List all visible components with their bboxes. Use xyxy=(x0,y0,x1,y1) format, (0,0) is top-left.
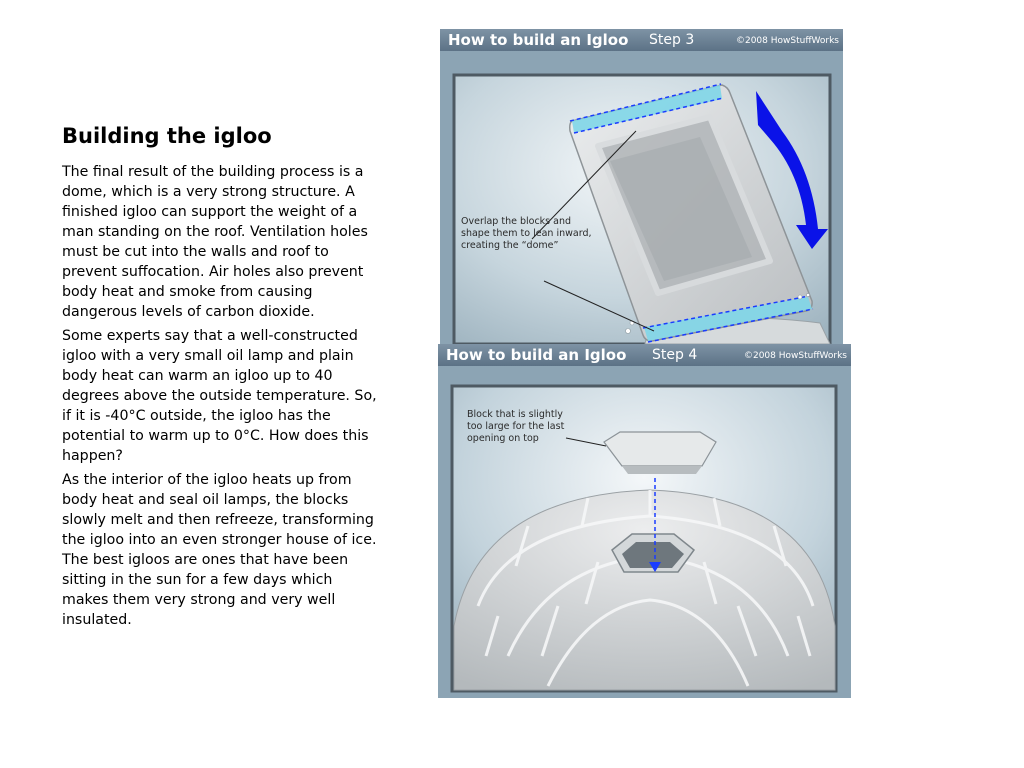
paragraph-2: Some experts say that a well-constructed igloo with a very small oil lamp and plain body heat can warm an igloo up to 40 degrees above the outside temperature. So, if it is -40°C outside, the igloo has the potential to warm up to 0°C. How does this happen? xyxy=(62,328,377,464)
step3-copyright: ©2008 HowStuffWorks xyxy=(735,36,839,46)
step4-title-bar xyxy=(438,344,851,366)
step3-caption-line-1: Overlap the blocks and xyxy=(461,216,572,227)
step4-illustration xyxy=(438,344,851,698)
step4-caption xyxy=(467,409,564,445)
step3-title: How to build an Igloo xyxy=(448,31,629,49)
step3-caption xyxy=(461,216,592,252)
step3-title-bar xyxy=(440,29,843,51)
article xyxy=(62,122,380,634)
step3-drawing xyxy=(440,51,843,344)
step4-copyright: ©2008 HowStuffWorks xyxy=(743,351,847,361)
step4-caption-line-1: Block that is slightly xyxy=(467,409,563,420)
step3-caption-line-2: shape them to lean inward, xyxy=(461,228,592,239)
step3-illustration xyxy=(440,29,843,344)
step4-caption-line-2: too large for the last xyxy=(467,421,565,432)
step3-step-label: Step 3 xyxy=(649,32,695,48)
step3-caption-line-3: creating the “dome” xyxy=(461,240,559,251)
step4-step-label: Step 4 xyxy=(652,347,698,363)
step4-caption-line-3: opening on top xyxy=(467,433,539,444)
step4-title: How to build an Igloo xyxy=(446,346,627,364)
paragraph-3: As the interior of the igloo heats up from body heat and seal oil lamps, the blocks slowly melt and then refreeze, transforming the igloo into an even stronger house of ice. The best igloos are ones that have been sitting in the sun for a few days which makes them very strong and very well insulated. xyxy=(62,472,377,628)
paragraph-1: The final result of the building process is a dome, which is a very strong structure. A finished igloo can support the weight of a man standing on the roof. Ventilation holes must be cut into the walls and roof to prevent suffocation. Air holes also prevent body heat and smoke from causing dangerous levels of carbon dioxide. xyxy=(62,164,368,320)
page-title: Building the igloo xyxy=(62,124,272,148)
